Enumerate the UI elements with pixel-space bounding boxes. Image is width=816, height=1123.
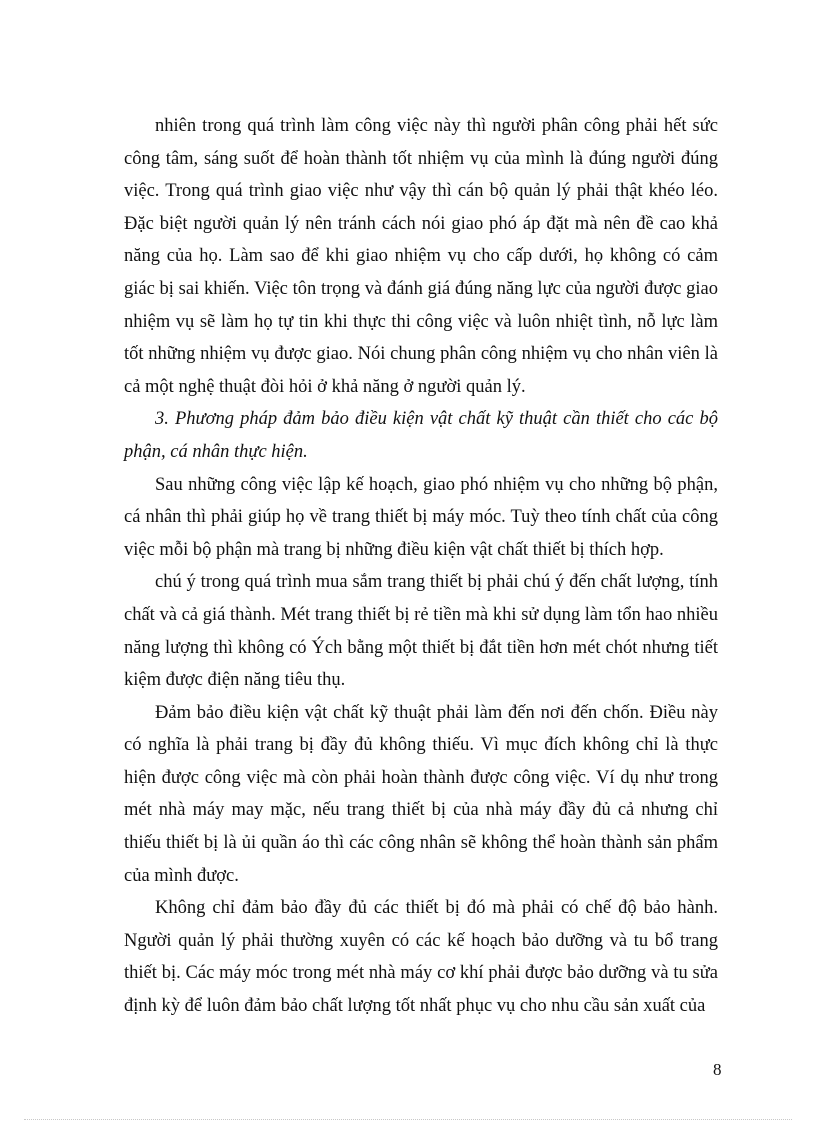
paragraph: Không chỉ đảm bảo đầy đủ các thiết bị đó mà phải có chế độ bảo hành. Người quản lý phải thường xuyên có các kế hoạch bảo dưỡng và tu bổ trang thiết bị. Các máy móc trong mét nhà máy cơ khí phải được bảo dưỡng và tu sửa định kỳ để luôn đảm bảo chất lượng tốt nhất phục vụ cho nhu cầu sản xuất của	[124, 898, 718, 1017]
page-boundary-divider	[24, 1119, 792, 1120]
section-heading: 3. Phương pháp đảm bảo điều kiện vật chất kỹ thuật cần thiết cho các bộ phận, cá nhân thực hiện.	[124, 409, 718, 462]
paragraph-continuation: nhiên trong quá trình làm công việc này thì người phân công phải hết sức công tâm, sáng suốt để hoàn thành tốt nhiệm vụ của mình là đúng người đúng việc. Trong quá trình giao việc như vậy thì cán bộ quản lý phải thật khéo léo. Đặc biệt người quản lý nên tránh cách nói giao phó áp đặt mà nên đề cao khả năng của họ. Làm sao để khi giao nhiệm vụ cho cấp dưới, họ không có cảm giác bị sai khiến. Việc tôn trọng và đánh giá đúng năng lực của người được giao nhiệm vụ sẽ làm họ tự tin khi thực thi công việc và luôn nhiệt tình, nỗ lực làm tốt những nhiệm vụ được giao. Nói chung phân công nhiệm vụ cho nhân viên là cả một nghệ thuật đòi hỏi ở khả năng ở người quản lý.	[124, 116, 718, 397]
body-text	[124, 110, 718, 1023]
page-number: 8	[713, 1060, 722, 1079]
paragraph: Sau những công việc lập kế hoạch, giao phó nhiệm vụ cho những bộ phận, cá nhân thì phải giúp họ về trang thiết bị máy móc. Tuỳ theo tính chất của công việc mỗi bộ phận mà trang bị những điều kiện vật chất thiết bị thích hợp.	[124, 474, 718, 560]
paragraph: Đảm bảo điều kiện vật chất kỹ thuật phải làm đến nơi đến chốn. Điều này có nghĩa là phải trang bị đầy đủ không thiếu. Vì mục đích không chỉ là thực hiện được công việc mà còn phải hoàn thành được công việc. Ví dụ như trong mét nhà máy may mặc, nếu trang thiết bị của nhà máy đầy đủ cả nhưng chỉ thiếu thiết bị là ủi quần áo thì các công nhân sẽ không thể hoàn thành sản phẩm của mình được.	[124, 702, 718, 886]
paragraph: chú ý trong quá trình mua sắm trang thiết bị phải chú ý đến chất lượng, tính chất và cả giá thành. Mét trang thiết bị rẻ tiền mà khi sử dụng làm tổn hao nhiều năng lượng thì không có Ých bằng một thiết bị đắt tiền hơn mét chót nhưng tiết kiệm được điện năng tiêu thụ.	[124, 572, 718, 691]
